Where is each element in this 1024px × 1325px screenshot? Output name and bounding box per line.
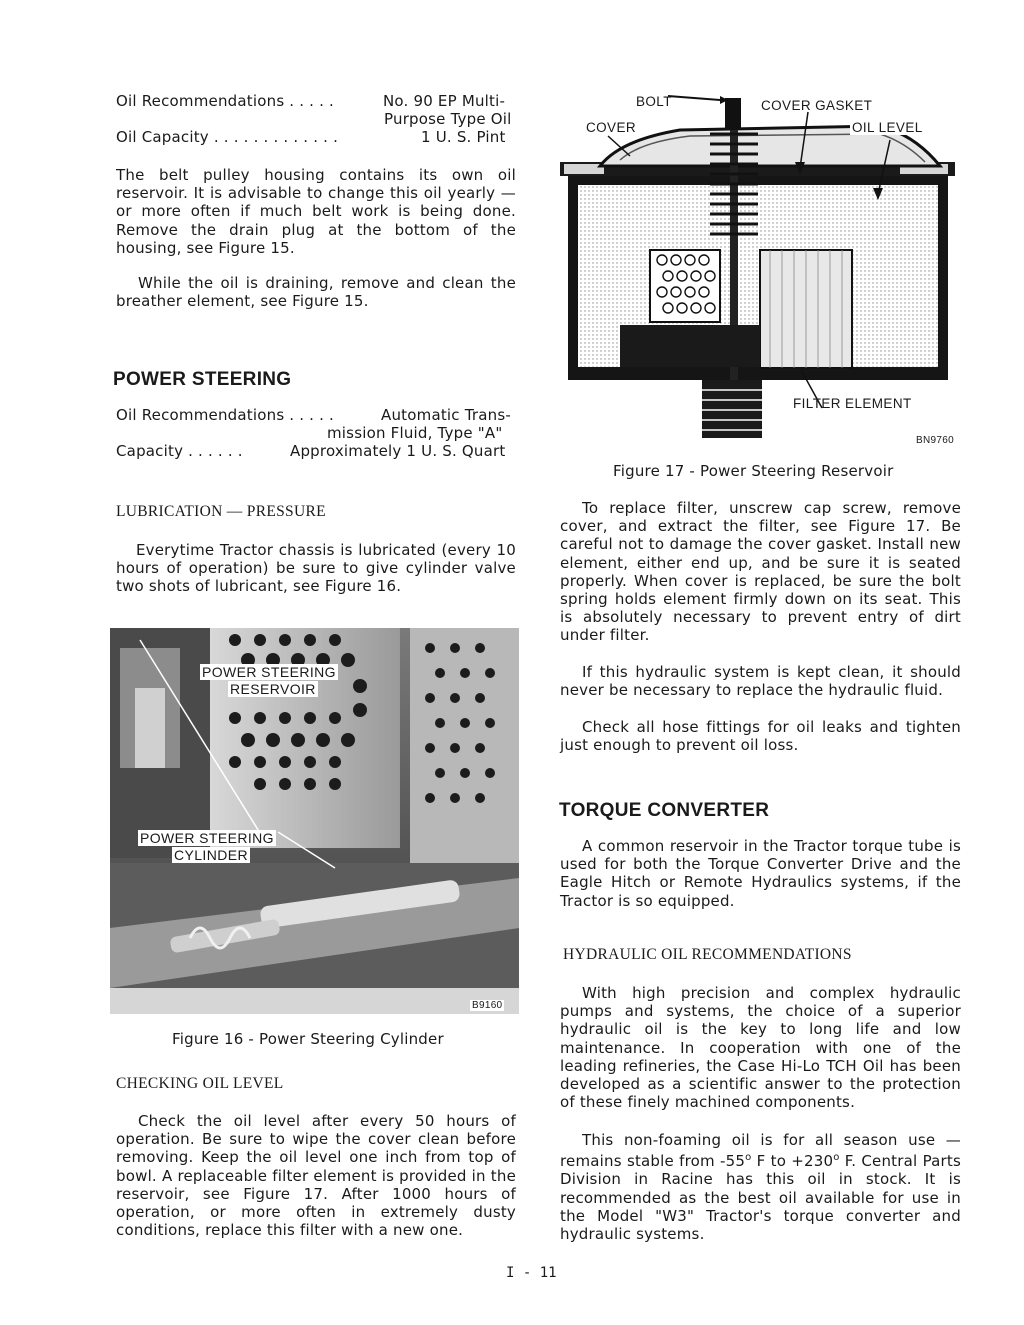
degree-mark-2: o (833, 1152, 840, 1164)
torque-converter-paragraph: A common reservoir in the Tractor torque tube is used for both the Torque Converter Drive and the Eagle Hitch or Remote Hydraulics systems, if the Tractor is so equipped. (560, 837, 961, 910)
label-bolt: BOLT (636, 94, 672, 109)
belt-oil-recommendations-value-1: No. 90 EP Multi- (383, 92, 506, 110)
ps-capacity-value: Approximately 1 U. S. Quart (290, 442, 506, 460)
hydraulic-oil-paragraph-2 (560, 1131, 961, 1243)
replace-filter-paragraph: To replace filter, unscrew cap screw, remove cover, and extract the filter, see Figure 17. Be careful not to damage the cover gasket. Install new element, either end up, and be sure it is seated properly. When cover is replaced, be sure the bolt spring holds element firmly down on its seat. This is absolutely necessary to prevent entry of dirt under filter. (560, 499, 961, 645)
hydraulic-oil-text-a: This non-foaming oil is for all season use — remains stable from -55 (560, 1131, 961, 1171)
ps-oil-recommendations-value-2: mission Fluid, Type "A" (327, 424, 503, 442)
lubrication-paragraph: Everytime Tractor chassis is lubricated (every 10 hours of operation) be sure to give cylinder valve two shots of lubricant, see Figure 16. (116, 541, 516, 596)
ps-capacity-label: Capacity . . . . . . (116, 442, 243, 460)
belt-oil-recommendations-label: Oil Recommendations . . . . . (116, 92, 335, 110)
label-power-steering-reservoir-1: POWER STEERING (202, 664, 336, 680)
label-oil-level: OIL LEVEL (852, 120, 923, 135)
checking-oil-level-heading: CHECKING OIL LEVEL (116, 1075, 284, 1092)
hose-fittings-paragraph: Check all hose fittings for oil leaks and tighten just enough to prevent oil loss. (560, 718, 961, 755)
figure-17-diagram (560, 90, 965, 460)
label-power-steering-cylinder-1: POWER STEERING (140, 830, 274, 846)
label-cover: COVER (586, 120, 637, 135)
degree-mark-1: o (745, 1152, 752, 1164)
torque-converter-heading: TORQUE CONVERTER (559, 800, 770, 821)
figure-17-code: BN9760 (916, 435, 954, 446)
label-power-steering-cylinder-2: CYLINDER (174, 847, 248, 863)
belt-oil-recommendations-value-2: Purpose Type Oil (384, 110, 512, 128)
figure-17-caption: Figure 17 - Power Steering Reservoir (613, 462, 894, 480)
checking-oil-level-paragraph: Check the oil level after every 50 hours of operation. Be sure to wipe the cover clean before removing. Keep the oil level one inch from top of bowl. A replaceable filter element is provided in the reservoir, see Figure 17. After 1000 hours of operation, or more often in extremely dusty conditions, replace this filter with a new one. (116, 1112, 516, 1240)
hydraulic-oil-paragraph-1: With high precision and complex hydraulic pumps and systems, the choice of a superior hydraulic oil is the key to long life and low maintenance. In cooperation with one of the leading refineries, the Case Hi-Lo TCH Oil has been developed as a scientific answer to the protection of these finely machined components. (560, 984, 961, 1112)
figure-16-code: B9160 (472, 1000, 503, 1011)
ps-oil-recommendations-value-1: Automatic Trans- (381, 406, 511, 424)
page-number: I - 11 (506, 1265, 557, 1281)
label-power-steering-reservoir-2: RESERVOIR (230, 681, 316, 697)
label-filter-element: FILTER ELEMENT (793, 396, 912, 411)
label-cover-gasket: COVER GASKET (761, 98, 873, 113)
hydraulic-oil-text-c: F. Central Parts Division in Racine has this oil in stock. It is recommended as the best oil available for use in the Model "W3" Tractor's torque converter and hydraulic systems. (560, 1152, 961, 1244)
hydraulic-oil-heading: HYDRAULIC OIL RECOMMENDATIONS (563, 946, 852, 963)
belt-oil-capacity-value: 1 U. S. Pint (421, 128, 506, 146)
figure-16-caption: Figure 16 - Power Steering Cylinder (172, 1030, 444, 1048)
figure-16-photo (110, 628, 519, 1014)
belt-oil-capacity-label: Oil Capacity . . . . . . . . . . . . . (116, 128, 339, 146)
power-steering-heading: POWER STEERING (113, 369, 292, 390)
hydraulic-oil-text-b: F to +230 (751, 1152, 834, 1171)
lubrication-heading: LUBRICATION — PRESSURE (116, 503, 326, 520)
belt-pulley-paragraph: The belt pulley housing contains its own oil reservoir. It is advisable to change this oil yearly — or more often if much belt work is being done. Remove the drain plug at the bottom of the housing, see Figure 15. (116, 166, 516, 257)
hydraulic-clean-paragraph: If this hydraulic system is kept clean, it should never be necessary to replace the hydraulic fluid. (560, 663, 961, 700)
ps-oil-recommendations-label: Oil Recommendations . . . . . (116, 406, 335, 424)
breather-paragraph: While the oil is draining, remove and clean the breather element, see Figure 15. (116, 274, 516, 311)
